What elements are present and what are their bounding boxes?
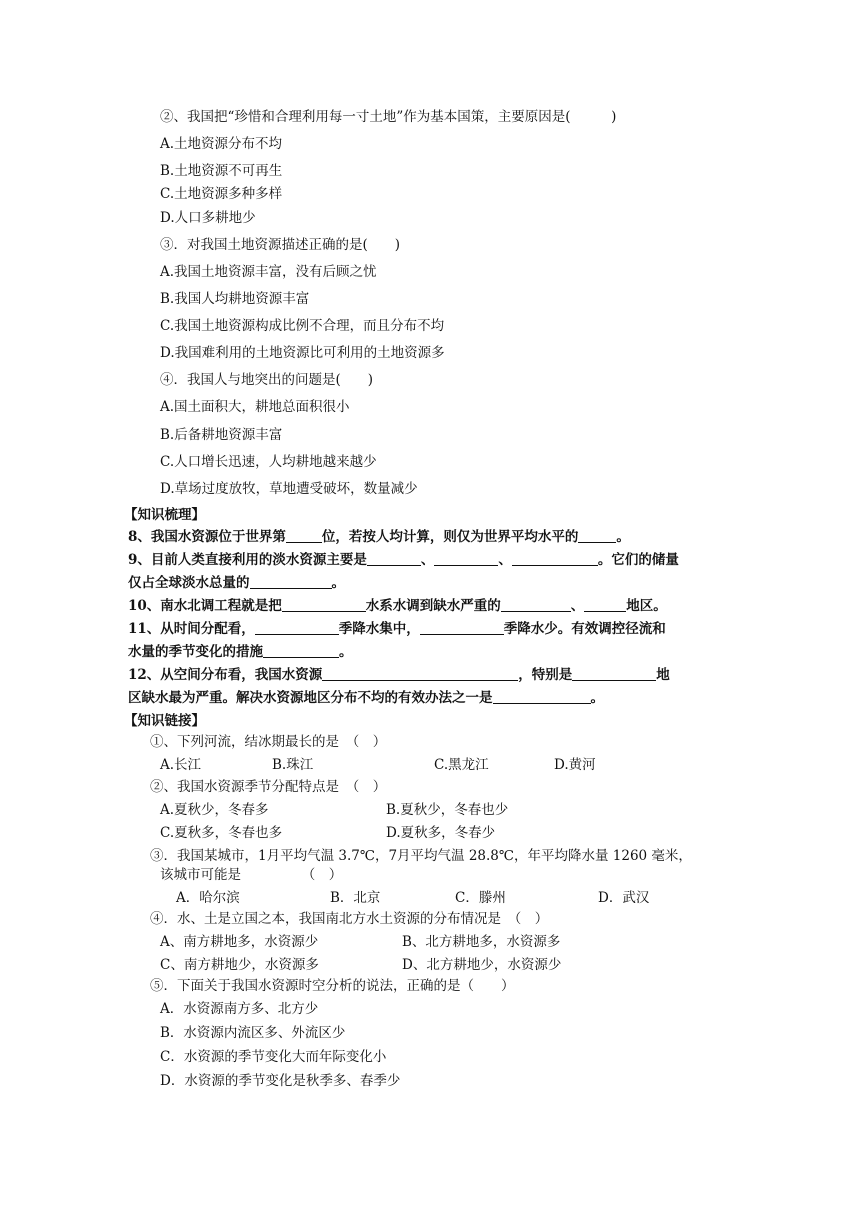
answer-blank[interactable]: [367, 551, 421, 566]
option-b: B．水资源内流区多、外流区少: [160, 1025, 346, 1041]
answer-blank[interactable]: [434, 551, 498, 566]
fill-question-11: 11、从时间分配看， 季降水集中， 季降水少。有效调控径流和: [128, 621, 666, 637]
answer-blank[interactable]: [584, 597, 626, 612]
option-c: C．水资源的季节变化大而年际变化小: [160, 1049, 387, 1065]
fill-question-10: 10、南水北调工程就是把 水系水调到缺水严重的 、 地区。: [128, 598, 667, 614]
option-a: A.长江: [160, 757, 202, 773]
answer-blank[interactable]: [250, 574, 332, 589]
link-question-3-options: [0, 889, 860, 907]
option-a: A.我国土地资源丰富，没有后顾之忧: [160, 264, 377, 280]
option-c: C．滕州: [455, 890, 506, 906]
option-c: C.黑龙江: [434, 757, 489, 773]
question-3-stem: ③．对我国土地资源描述正确的是( ): [160, 237, 401, 253]
link-question-1-options: [0, 756, 860, 774]
option-d: D.黄河: [554, 757, 596, 773]
option-d: D．武汉: [598, 890, 650, 906]
option-b: B.我国人均耕地资源丰富: [160, 291, 310, 307]
section-heading-review: 【知识梳理】: [124, 507, 205, 523]
answer-blank[interactable]: [286, 528, 322, 543]
option-c: C.人口增长迅速，人均耕地越来越少: [160, 454, 377, 470]
link-question-3-stem: ③．我国某城市，1月平均气温 3.7℃，7月平均气温 28.8℃，年平均降水量 1260 毫米，: [150, 848, 692, 864]
option-d: D.人口多耕地少: [160, 210, 256, 226]
link-question-2-options-row1: [0, 801, 860, 819]
fill-question-9-cont: 仅占全球淡水总量的 。: [128, 575, 345, 591]
answer-blank[interactable]: [282, 597, 366, 612]
answer-blank[interactable]: [572, 666, 656, 681]
link-question-4-options-row1: [0, 933, 860, 951]
option-b: B.珠江: [272, 757, 314, 773]
option-c: C、南方耕地少，水资源多: [160, 957, 319, 973]
answer-blank[interactable]: [322, 666, 518, 681]
option-b: B.后备耕地资源丰富: [160, 427, 283, 443]
link-question-5-stem: ⑤．下面关于我国水资源时空分析的说法，正确的是（ ）: [150, 978, 515, 994]
option-d: D．水资源的季节变化是秋季多、春季少: [160, 1073, 401, 1089]
option-a: A．哈尔滨: [176, 890, 240, 906]
link-question-4-options-row2: [0, 956, 860, 974]
answer-blank[interactable]: [420, 620, 504, 635]
option-c: C.夏秋多，冬春也多: [160, 825, 283, 841]
answer-blank[interactable]: [512, 551, 598, 566]
link-question-2-options-row2: [0, 824, 860, 842]
question-2-stem: ②、我国把“珍惜和合理利用每一寸土地”作为基本国策，主要原因是( ): [160, 109, 617, 125]
option-b: B、北方耕地多，水资源多: [402, 934, 561, 950]
option-b: B.土地资源不可再生: [160, 163, 283, 179]
question-4-stem: ④．我国人与地突出的问题是( ): [160, 372, 374, 388]
link-question-1-stem: ①、下列河流，结冰期最长的是 （ ）: [150, 734, 387, 750]
option-d: D.草场过度放牧，草地遭受破坏，数量减少: [160, 481, 418, 497]
answer-blank[interactable]: [263, 643, 339, 658]
fill-question-12: 12、从空间分布看，我国水资源 ，特别是 地: [128, 667, 670, 683]
fill-question-8: 8、我国水资源位于世界第 位，若按人均计算，则仅为世界平均水平的 。: [128, 529, 630, 545]
answer-blank[interactable]: [255, 620, 339, 635]
option-a: A．水资源南方多、北方少: [160, 1001, 319, 1017]
answer-blank[interactable]: [578, 528, 616, 543]
link-question-4-stem: ④．水、土是立国之本，我国南北方水土资源的分布情况是 （ ）: [150, 911, 549, 927]
option-b: B．北京: [330, 890, 381, 906]
option-d: D.夏秋多，冬春少: [386, 825, 496, 841]
fill-question-12-cont: 区缺水最为严重。解决水资源地区分布不均的有效办法之一是 。: [128, 690, 604, 706]
option-c: C.我国土地资源构成比例不合理，而且分布不均: [160, 318, 445, 334]
link-question-2-stem: ②、我国水资源季节分配特点是 （ ）: [150, 779, 387, 795]
option-a: A.夏秋少，冬春多: [160, 802, 269, 818]
option-a: A、南方耕地多，水资源少: [160, 934, 319, 950]
option-a: A.土地资源分布不均: [160, 136, 283, 152]
fill-question-9: 9、目前人类直接利用的淡水资源主要是 、 、 。它们的储量: [128, 552, 679, 568]
fill-question-11-cont: 水量的季节变化的措施 。: [128, 644, 353, 660]
link-question-3-stem-cont: 该城市可能是 （ ）: [160, 867, 343, 883]
section-heading-link: 【知识链接】: [124, 713, 205, 729]
option-c: C.土地资源多种多样: [160, 186, 283, 202]
option-b: B.夏秋少，冬春也少: [386, 802, 509, 818]
answer-blank[interactable]: [493, 689, 591, 704]
option-d: D.我国难利用的土地资源比可利用的土地资源多: [160, 345, 445, 361]
answer-blank[interactable]: [501, 597, 571, 612]
option-d: D、北方耕地少，水资源少: [402, 957, 562, 973]
option-a: A.国土面积大，耕地总面积很小: [160, 399, 350, 415]
